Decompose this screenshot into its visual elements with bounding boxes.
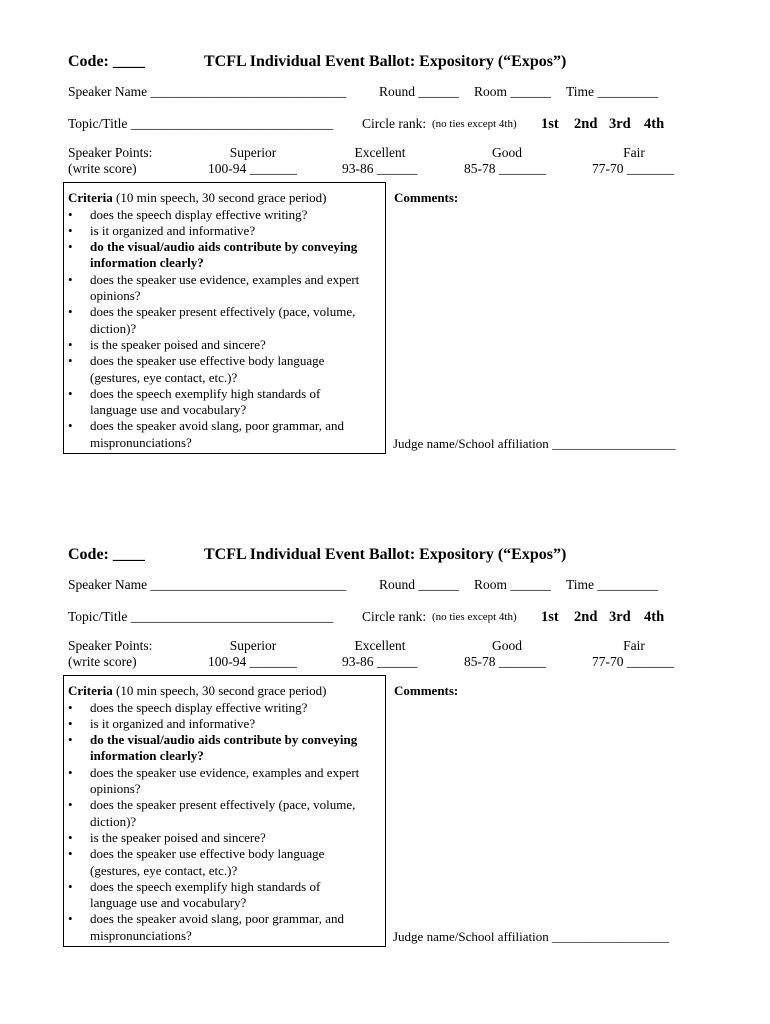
score-label-excellent: Excellent <box>354 145 406 160</box>
judge-affiliation-field[interactable]: Judge name/School affiliation ___________________ <box>393 436 676 451</box>
criteria-item: information clearly? <box>90 748 204 764</box>
score-field-superior[interactable]: 100-94 _______ <box>208 161 297 176</box>
criteria-item: (gestures, eye contact, etc.)? <box>90 369 238 385</box>
speaker-points-label: Speaker Points: <box>68 638 153 653</box>
bullet-icon: • <box>68 271 73 287</box>
no-ties-note: (no ties except 4th) <box>432 611 517 623</box>
speaker-points-label: Speaker Points: <box>68 145 153 160</box>
score-field-superior[interactable]: 100-94 _______ <box>208 654 297 669</box>
criteria-item: does the speaker use evidence, examples and expert <box>90 271 360 287</box>
criteria-heading-line <box>68 190 326 206</box>
score-label-fair: Fair <box>623 145 645 160</box>
no-ties-note: (no ties except 4th) <box>432 118 517 130</box>
bullet-icon: • <box>68 846 73 862</box>
criteria-heading-line <box>68 683 326 699</box>
bullet-icon: • <box>68 304 73 320</box>
score-label-good: Good <box>492 638 522 653</box>
criteria-item: does the speech display effective writing? <box>90 206 308 222</box>
criteria-item: is the speaker poised and sincere? <box>90 829 266 845</box>
room-field[interactable]: Room ______ <box>474 577 551 592</box>
criteria-item: is it organized and informative? <box>90 222 256 238</box>
criteria-item: mispronunciations? <box>90 434 192 450</box>
criteria-item: is it organized and informative? <box>90 715 256 731</box>
rank-2nd[interactable]: 2nd <box>574 609 598 625</box>
bullet-icon: • <box>68 206 73 222</box>
criteria-item: does the speaker use effective body language <box>90 353 325 369</box>
comments-label: Comments: <box>394 190 459 205</box>
ballot-form <box>0 0 770 451</box>
score-field-good[interactable]: 85-78 _______ <box>464 161 547 176</box>
comments-label: Comments: <box>394 683 459 698</box>
judge-affiliation-field[interactable]: Judge name/School affiliation __________________ <box>393 929 669 944</box>
criteria-item: mispronunciations? <box>90 927 192 943</box>
room-field[interactable]: Room ______ <box>474 84 551 99</box>
score-label-superior: Superior <box>229 145 277 160</box>
criteria-item: does the speech exemplify high standards of <box>90 385 321 401</box>
criteria-item: does the speech display effective writing? <box>90 699 308 715</box>
rank-4th[interactable]: 4th <box>644 609 665 625</box>
ballot-form <box>0 493 770 944</box>
score-label-excellent: Excellent <box>354 638 406 653</box>
round-field[interactable]: Round ______ <box>379 84 459 99</box>
round-field[interactable]: Round ______ <box>379 577 459 592</box>
score-field-excellent[interactable]: 93-86 ______ <box>342 161 418 176</box>
criteria-heading: Criteria <box>68 190 113 205</box>
bullet-icon: • <box>68 222 73 238</box>
criteria-item: do the visual/audio aids contribute by conveying <box>90 732 358 748</box>
score-label-superior: Superior <box>229 638 277 653</box>
rank-1st[interactable]: 1st <box>541 116 559 132</box>
criteria-item: do the visual/audio aids contribute by conveying <box>90 239 358 255</box>
rank-3rd[interactable]: 3rd <box>609 609 631 625</box>
score-field-excellent[interactable]: 93-86 ______ <box>342 654 418 669</box>
bullet-icon: • <box>68 829 73 845</box>
criteria-item: does the speaker avoid slang, poor grammar, and <box>90 418 344 434</box>
criteria-item: does the speaker use evidence, examples and expert <box>90 764 360 780</box>
time-field[interactable]: Time _________ <box>566 84 659 99</box>
rank-1st[interactable]: 1st <box>541 609 559 625</box>
rank-4th[interactable]: 4th <box>644 116 665 132</box>
topic-title-field[interactable]: Topic/Title ______________________________ <box>68 609 334 624</box>
write-score-label: (write score) <box>68 161 137 176</box>
score-label-good: Good <box>492 145 522 160</box>
criteria-item: (gestures, eye contact, etc.)? <box>90 862 238 878</box>
bullet-icon: • <box>68 699 73 715</box>
bullet-icon: • <box>68 764 73 780</box>
bullet-icon: • <box>68 911 73 927</box>
criteria-item: is the speaker poised and sincere? <box>90 336 266 352</box>
score-field-fair[interactable]: 77-70 _______ <box>592 161 675 176</box>
score-label-fair: Fair <box>623 638 645 653</box>
criteria-note: (10 min speech, 30 second grace period) <box>112 683 327 698</box>
bullet-icon: • <box>68 797 73 813</box>
speaker-name-field[interactable]: Speaker Name _____________________________ <box>68 84 347 99</box>
criteria-item: does the speaker use effective body language <box>90 846 325 862</box>
criteria-item: does the speaker present effectively (pace, volume, <box>90 797 356 813</box>
criteria-item: does the speaker present effectively (pace, volume, <box>90 304 356 320</box>
criteria-item: language use and vocabulary? <box>90 895 247 911</box>
bullet-icon: • <box>68 385 73 401</box>
criteria-item: opinions? <box>90 781 141 796</box>
criteria-item: diction)? <box>90 320 137 336</box>
circle-rank-label: Circle rank: <box>362 609 427 624</box>
rank-2nd[interactable]: 2nd <box>574 116 598 132</box>
criteria-item: does the speaker avoid slang, poor grammar, and <box>90 911 344 927</box>
code-field[interactable]: Code: ____ <box>68 53 145 70</box>
ballot-title: TCFL Individual Event Ballot: Expository (“Expos”) <box>204 546 567 563</box>
score-field-good[interactable]: 85-78 _______ <box>464 654 547 669</box>
time-field[interactable]: Time _________ <box>566 577 659 592</box>
circle-rank-label: Circle rank: <box>362 116 427 131</box>
write-score-label: (write score) <box>68 654 137 669</box>
rank-3rd[interactable]: 3rd <box>609 116 631 132</box>
topic-title-field[interactable]: Topic/Title ______________________________ <box>68 116 334 131</box>
ballot-title: TCFL Individual Event Ballot: Expository (“Expos”) <box>204 53 567 70</box>
bullet-icon: • <box>68 353 73 369</box>
criteria-item: diction)? <box>90 813 137 829</box>
bullet-icon: • <box>68 878 73 894</box>
bullet-icon: • <box>68 336 73 352</box>
score-field-fair[interactable]: 77-70 _______ <box>592 654 675 669</box>
criteria-item: opinions? <box>90 288 141 303</box>
criteria-note: (10 min speech, 30 second grace period) <box>112 190 327 205</box>
code-field[interactable]: Code: ____ <box>68 546 145 563</box>
criteria-item: information clearly? <box>90 255 204 271</box>
bullet-icon: • <box>68 732 73 748</box>
bullet-icon: • <box>68 418 73 434</box>
speaker-name-field[interactable]: Speaker Name _____________________________ <box>68 577 347 592</box>
bullet-icon: • <box>68 715 73 731</box>
criteria-item: language use and vocabulary? <box>90 402 247 418</box>
bullet-icon: • <box>68 239 73 255</box>
criteria-item: does the speech exemplify high standards of <box>90 878 321 894</box>
criteria-heading: Criteria <box>68 683 113 698</box>
